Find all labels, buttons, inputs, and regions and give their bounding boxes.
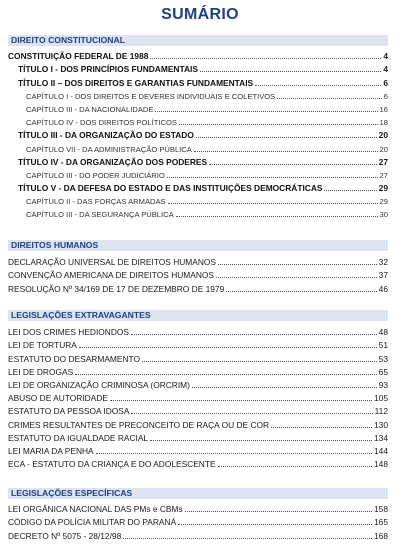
toc-entry[interactable] bbox=[8, 456, 388, 469]
toc-entry-page: 158 bbox=[374, 504, 388, 515]
toc-entry-page: 112 bbox=[374, 406, 388, 417]
toc-entry[interactable] bbox=[8, 501, 388, 514]
toc-entry-page: 37 bbox=[378, 270, 388, 281]
toc-entry-title: LEI DE DROGAS bbox=[8, 366, 74, 377]
dot-leader bbox=[255, 85, 381, 86]
toc-entry-title: TÍTULO V - DA DEFESA DO ESTADO E DAS INSTITUIÇÕES DEMOCRÁTICAS bbox=[18, 183, 323, 194]
dot-leader bbox=[150, 58, 381, 59]
dot-leader bbox=[277, 98, 382, 99]
toc-entry-page: 32 bbox=[378, 257, 388, 268]
toc-entry-page: 165 bbox=[374, 517, 388, 528]
toc-entry-page: 4 bbox=[383, 64, 388, 75]
toc-entry[interactable] bbox=[8, 527, 388, 540]
dot-leader bbox=[324, 190, 376, 191]
toc-entry[interactable] bbox=[8, 254, 388, 267]
dot-leader bbox=[200, 71, 381, 72]
toc-entry-title: TÍTULO IV - DA ORGANIZAÇÃO DOS PODERES bbox=[18, 156, 208, 167]
toc-entry-title: CÓDIGO DA POLÍCIA MILITAR DO PARANÁ bbox=[8, 517, 177, 528]
dot-leader bbox=[218, 264, 377, 265]
toc-entry-page: 6 bbox=[383, 91, 388, 101]
dot-leader bbox=[185, 511, 372, 512]
dot-leader bbox=[179, 124, 378, 125]
toc-entry-title: CAPÍTULO III - DO PODER JUDICIÁRIO bbox=[26, 170, 165, 180]
toc-list bbox=[8, 254, 388, 294]
section-heading: LEGISLAÇÕES ESPECÍFICAS bbox=[8, 488, 388, 499]
dot-leader bbox=[196, 137, 377, 138]
toc-entry-page: 105 bbox=[374, 393, 388, 404]
toc-entry-title: CAPÍTULO IV - DOS DIREITOS POLÍTICOS bbox=[26, 118, 177, 128]
dot-leader bbox=[110, 400, 372, 401]
toc-entry[interactable] bbox=[8, 403, 388, 416]
toc-entry-title: ESTATUTO DA PESSOA IDOSA bbox=[8, 406, 130, 417]
toc-entry-title: LEI ORGÂNICA NACIONAL DAS PMs e CBMs bbox=[8, 504, 183, 515]
section-legislacoes-especificas bbox=[8, 488, 388, 541]
toc-entry-page: 29 bbox=[379, 197, 388, 207]
toc-entry-title: ABUSO DE AUTORIDADE bbox=[8, 393, 108, 404]
toc-entry[interactable] bbox=[8, 206, 388, 219]
dot-leader bbox=[216, 277, 377, 278]
toc-entry-page: 20 bbox=[378, 130, 388, 141]
toc-entry[interactable] bbox=[8, 430, 388, 443]
toc-entry-page: 130 bbox=[374, 419, 388, 430]
toc-entry-title: ESTATUTO DA IGUALDADE RACIAL bbox=[8, 432, 149, 443]
toc-entry[interactable] bbox=[8, 514, 388, 527]
toc-entry-title: TÍTULO II – DOS DIREITOS E GARANTIAS FUNDAMENTAIS bbox=[18, 77, 254, 88]
toc-list bbox=[8, 324, 388, 469]
toc-entry-page: 30 bbox=[379, 210, 388, 220]
toc-entry-page: 53 bbox=[378, 353, 388, 364]
toc-entry[interactable] bbox=[8, 127, 388, 140]
toc-entry[interactable] bbox=[8, 193, 388, 206]
toc-entry-page: 16 bbox=[379, 104, 388, 114]
toc-entry[interactable] bbox=[8, 114, 388, 127]
toc-entry-page: 168 bbox=[374, 530, 388, 541]
dot-leader bbox=[155, 111, 377, 112]
dot-leader bbox=[142, 361, 377, 362]
dot-leader bbox=[178, 524, 372, 525]
toc-entry-page: 51 bbox=[378, 340, 388, 351]
toc-entry-title: CONSTITUIÇÃO FEDERAL DE 1988 bbox=[8, 51, 149, 62]
toc-entry-page: 29 bbox=[378, 183, 388, 194]
section-direitos-humanos bbox=[8, 240, 388, 294]
toc-entry-title: ESTATUTO DO DESARMAMENTO bbox=[8, 353, 140, 364]
toc-entry-page: 48 bbox=[378, 327, 388, 338]
toc-entry-title: DECLARAÇÃO UNIVERSAL DE DIREITOS HUMANOS bbox=[8, 257, 217, 268]
toc-entry[interactable] bbox=[8, 61, 388, 74]
toc-entry-title: LEI DE TORTURA bbox=[8, 340, 77, 351]
toc-entry[interactable] bbox=[8, 390, 388, 403]
toc-entry[interactable] bbox=[8, 48, 388, 61]
toc-entry[interactable] bbox=[8, 377, 388, 390]
toc-entry-title: CAPÍTULO II - DAS FORÇAS ARMADAS bbox=[26, 197, 166, 207]
toc-entry-page: 148 bbox=[374, 459, 388, 470]
dot-leader bbox=[218, 466, 372, 467]
toc-entry-title: DECRETO Nº 5075 - 28/12/98 bbox=[8, 530, 122, 541]
toc-entry[interactable] bbox=[8, 280, 388, 293]
section-heading: LEGISLAÇÕES EXTRAVAGANTES bbox=[8, 310, 388, 321]
section-direito-constitucional bbox=[8, 35, 388, 219]
toc-entry-page: 27 bbox=[378, 156, 388, 167]
toc-entry-title: CAPÍTULO VII - DA ADMINISTRAÇÃO PÚBLICA bbox=[26, 144, 192, 154]
toc-entry-page: 134 bbox=[374, 432, 388, 443]
toc-entry[interactable] bbox=[8, 337, 388, 350]
toc-list bbox=[8, 48, 388, 219]
toc-entry[interactable] bbox=[8, 88, 388, 101]
toc-entry-title: LEI DE ORGANIZAÇÃO CRIMINOSA (ORCRIM) bbox=[8, 379, 190, 390]
dot-leader bbox=[123, 538, 372, 539]
toc-entry-page: 144 bbox=[374, 445, 388, 456]
dot-leader bbox=[131, 334, 377, 335]
toc-entry[interactable] bbox=[8, 74, 388, 87]
page-title: SUMÁRIO bbox=[161, 6, 239, 23]
section-legislacoes-extravagantes bbox=[8, 310, 388, 469]
toc-entry-page: 18 bbox=[379, 118, 388, 128]
toc-entry[interactable] bbox=[8, 364, 388, 377]
dot-leader bbox=[167, 177, 378, 178]
toc-entry-page: 46 bbox=[378, 283, 388, 294]
toc-entry[interactable] bbox=[8, 267, 388, 280]
toc-entry-title: CRIMES RESULTANTES DE PRECONCEITO DE RAÇA OU DE COR bbox=[8, 419, 270, 430]
toc-entry-title: CONVENÇÃO AMERICANA DE DIREITOS HUMANOS bbox=[8, 270, 214, 281]
dot-leader bbox=[209, 164, 377, 165]
toc-entry[interactable] bbox=[8, 167, 388, 180]
section-heading: DIREITOS HUMANOS bbox=[8, 240, 388, 251]
toc-entry-page: 93 bbox=[378, 379, 388, 390]
dot-leader bbox=[150, 440, 372, 441]
toc-entry[interactable] bbox=[8, 180, 388, 193]
toc-entry-page: 65 bbox=[378, 366, 388, 377]
toc-entry[interactable] bbox=[8, 154, 388, 167]
toc-entry-title: TÍTULO III - DA ORGANIZAÇÃO DO ESTADO bbox=[18, 130, 194, 141]
toc-entry-page: 6 bbox=[383, 77, 388, 88]
toc-entry-title: CAPÍTULO III - DA NACIONALIDADE bbox=[26, 104, 154, 114]
dot-leader bbox=[192, 387, 377, 388]
toc-entry[interactable] bbox=[8, 140, 388, 153]
dot-leader bbox=[131, 413, 372, 414]
toc-entry-title: ECA - ESTATUTO DA CRIANÇA E DO ADOLESCENTE bbox=[8, 459, 216, 470]
toc-list bbox=[8, 501, 388, 541]
toc-entry-title: TÍTULO I - DOS PRINCÍPIOS FUNDAMENTAIS bbox=[18, 64, 198, 75]
toc-entry-title: CAPÍTULO III - DA SEGURANÇA PÚBLICA bbox=[26, 210, 174, 220]
toc-entry-page: 4 bbox=[383, 51, 388, 62]
toc-entry[interactable] bbox=[8, 416, 388, 429]
toc-entry-title: LEI DOS CRIMES HEDIONDOS bbox=[8, 327, 129, 338]
toc-entry-title: RESOLUÇÃO Nº 34/169 DE 17 DE DEZEMBRO DE 1979 bbox=[8, 283, 225, 294]
toc-entry[interactable] bbox=[8, 324, 388, 337]
dot-leader bbox=[226, 291, 376, 292]
dot-leader bbox=[271, 427, 372, 428]
dot-leader bbox=[79, 347, 377, 348]
toc-entry-title: CAPÍTULO I - DOS DIREITOS E DEVERES INDIVIDUAIS E COLETIVOS bbox=[26, 91, 276, 101]
toc-entry[interactable] bbox=[8, 101, 388, 114]
toc-entry[interactable] bbox=[8, 350, 388, 363]
toc-entry-page: 20 bbox=[379, 144, 388, 154]
dot-leader bbox=[96, 453, 372, 454]
dot-leader bbox=[194, 151, 378, 152]
dot-leader bbox=[168, 203, 378, 204]
dot-leader bbox=[176, 216, 378, 217]
toc-entry-page: 27 bbox=[379, 170, 388, 180]
section-heading: DIREITO CONSTITUCIONAL bbox=[8, 35, 388, 46]
toc-entry[interactable] bbox=[8, 443, 388, 456]
dot-leader bbox=[75, 374, 377, 375]
toc-entry-title: LEI MARIA DA PENHA bbox=[8, 445, 94, 456]
